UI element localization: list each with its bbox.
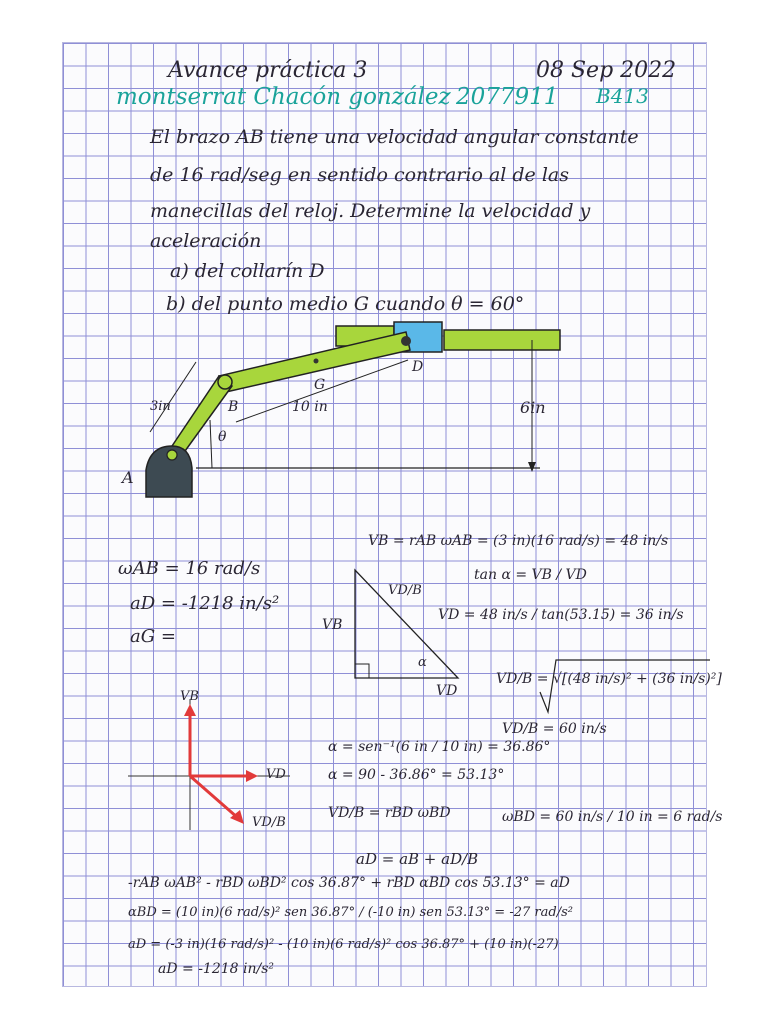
label-height: 6in [520,398,546,417]
problem-line-1: El brazo AB tiene una velocidad angular constante [150,126,639,148]
calc-vdb-result: VD/B = 60 in/s [502,721,607,737]
problem-line-3: manecillas del reloj. Determine la velocidad y [150,200,591,222]
page-title: Avance práctica 3 [168,58,368,83]
vector-vd-head [246,770,258,782]
author-name: montserrat Chacón gonzález [116,84,451,110]
calc-ad-relation: aD = aB + aD/B [356,850,479,868]
label-a: A [122,468,134,487]
given-a-d: aD = -1218 in/s² [130,593,280,614]
given-a-g: aG = [130,626,176,647]
calc-vb: VB = rAB ωAB = (3 in)(16 rad/s) = 48 in/s [368,533,669,549]
date: 08 Sep 2022 [536,58,677,83]
vec-label-vd: VD [266,767,286,782]
calc-vdb: VD/B = √[(48 in/s)² + (36 in/s)²] [496,671,722,687]
problem-item-a: a) del collarín D [170,260,325,282]
label-bd-length: 10 in [292,399,328,415]
calc-tan: tan α = VB / VD [474,567,587,583]
label-ab-length: 3in [150,399,171,414]
tri-label-hyp: VD/B [388,583,422,598]
label-theta: θ [218,429,227,445]
calc-alpha-2: α = 90 - 36.86° = 53.13° [328,767,505,783]
tri-label-vert: VB [322,617,343,633]
label-b: B [228,399,239,415]
problem-item-b: b) del punto medio G cuando θ = 60° [166,293,525,315]
calc-vdb-relation: VD/B = rBD ωBD [328,805,451,821]
vec-label-vdb: VD/B [252,815,286,830]
given-w-ab: ωAB = 16 rad/s [118,558,261,579]
vector-vdb [190,776,238,818]
problem-line-2: de 16 rad/seg en sentido contrario al de las [150,164,569,186]
right-angle-mark [355,664,369,678]
label-g: G [314,377,326,393]
calc-eq-3: aD = (-3 in)(16 rad/s)² - (10 in)(6 rad/s)² cos 36.87° + (10 in)(-27) [128,937,559,952]
calc-eq-1: -rAB ωAB² - rBD ωBD² cos 36.87° + rBD αBD cos 53.13° = aD [128,875,570,891]
calc-eq-4: aD = -1218 in/s² [158,961,275,977]
calc-vd: VD = 48 in/s / tan(53.15) = 36 in/s [438,607,684,623]
student-id: 2077911 [456,84,559,110]
vector-vb-head [184,704,196,716]
group-code: B413 [596,84,649,108]
tri-label-angle: α [418,655,427,670]
label-d: D [412,359,424,375]
calc-eq-2: αBD = (10 in)(6 rad/s)² sen 36.87° / (-10 in) sen 53.13° = -27 rad/s² [128,905,573,920]
calc-alpha-1: α = sen⁻¹(6 in / 10 in) = 36.86° [328,739,551,755]
calc-w-bd: ωBD = 60 in/s / 10 in = 6 rad/s [502,809,723,825]
vec-label-vb: VB [180,689,199,704]
problem-line-4: aceleración [150,230,262,252]
tri-label-horiz: VD [436,683,458,699]
